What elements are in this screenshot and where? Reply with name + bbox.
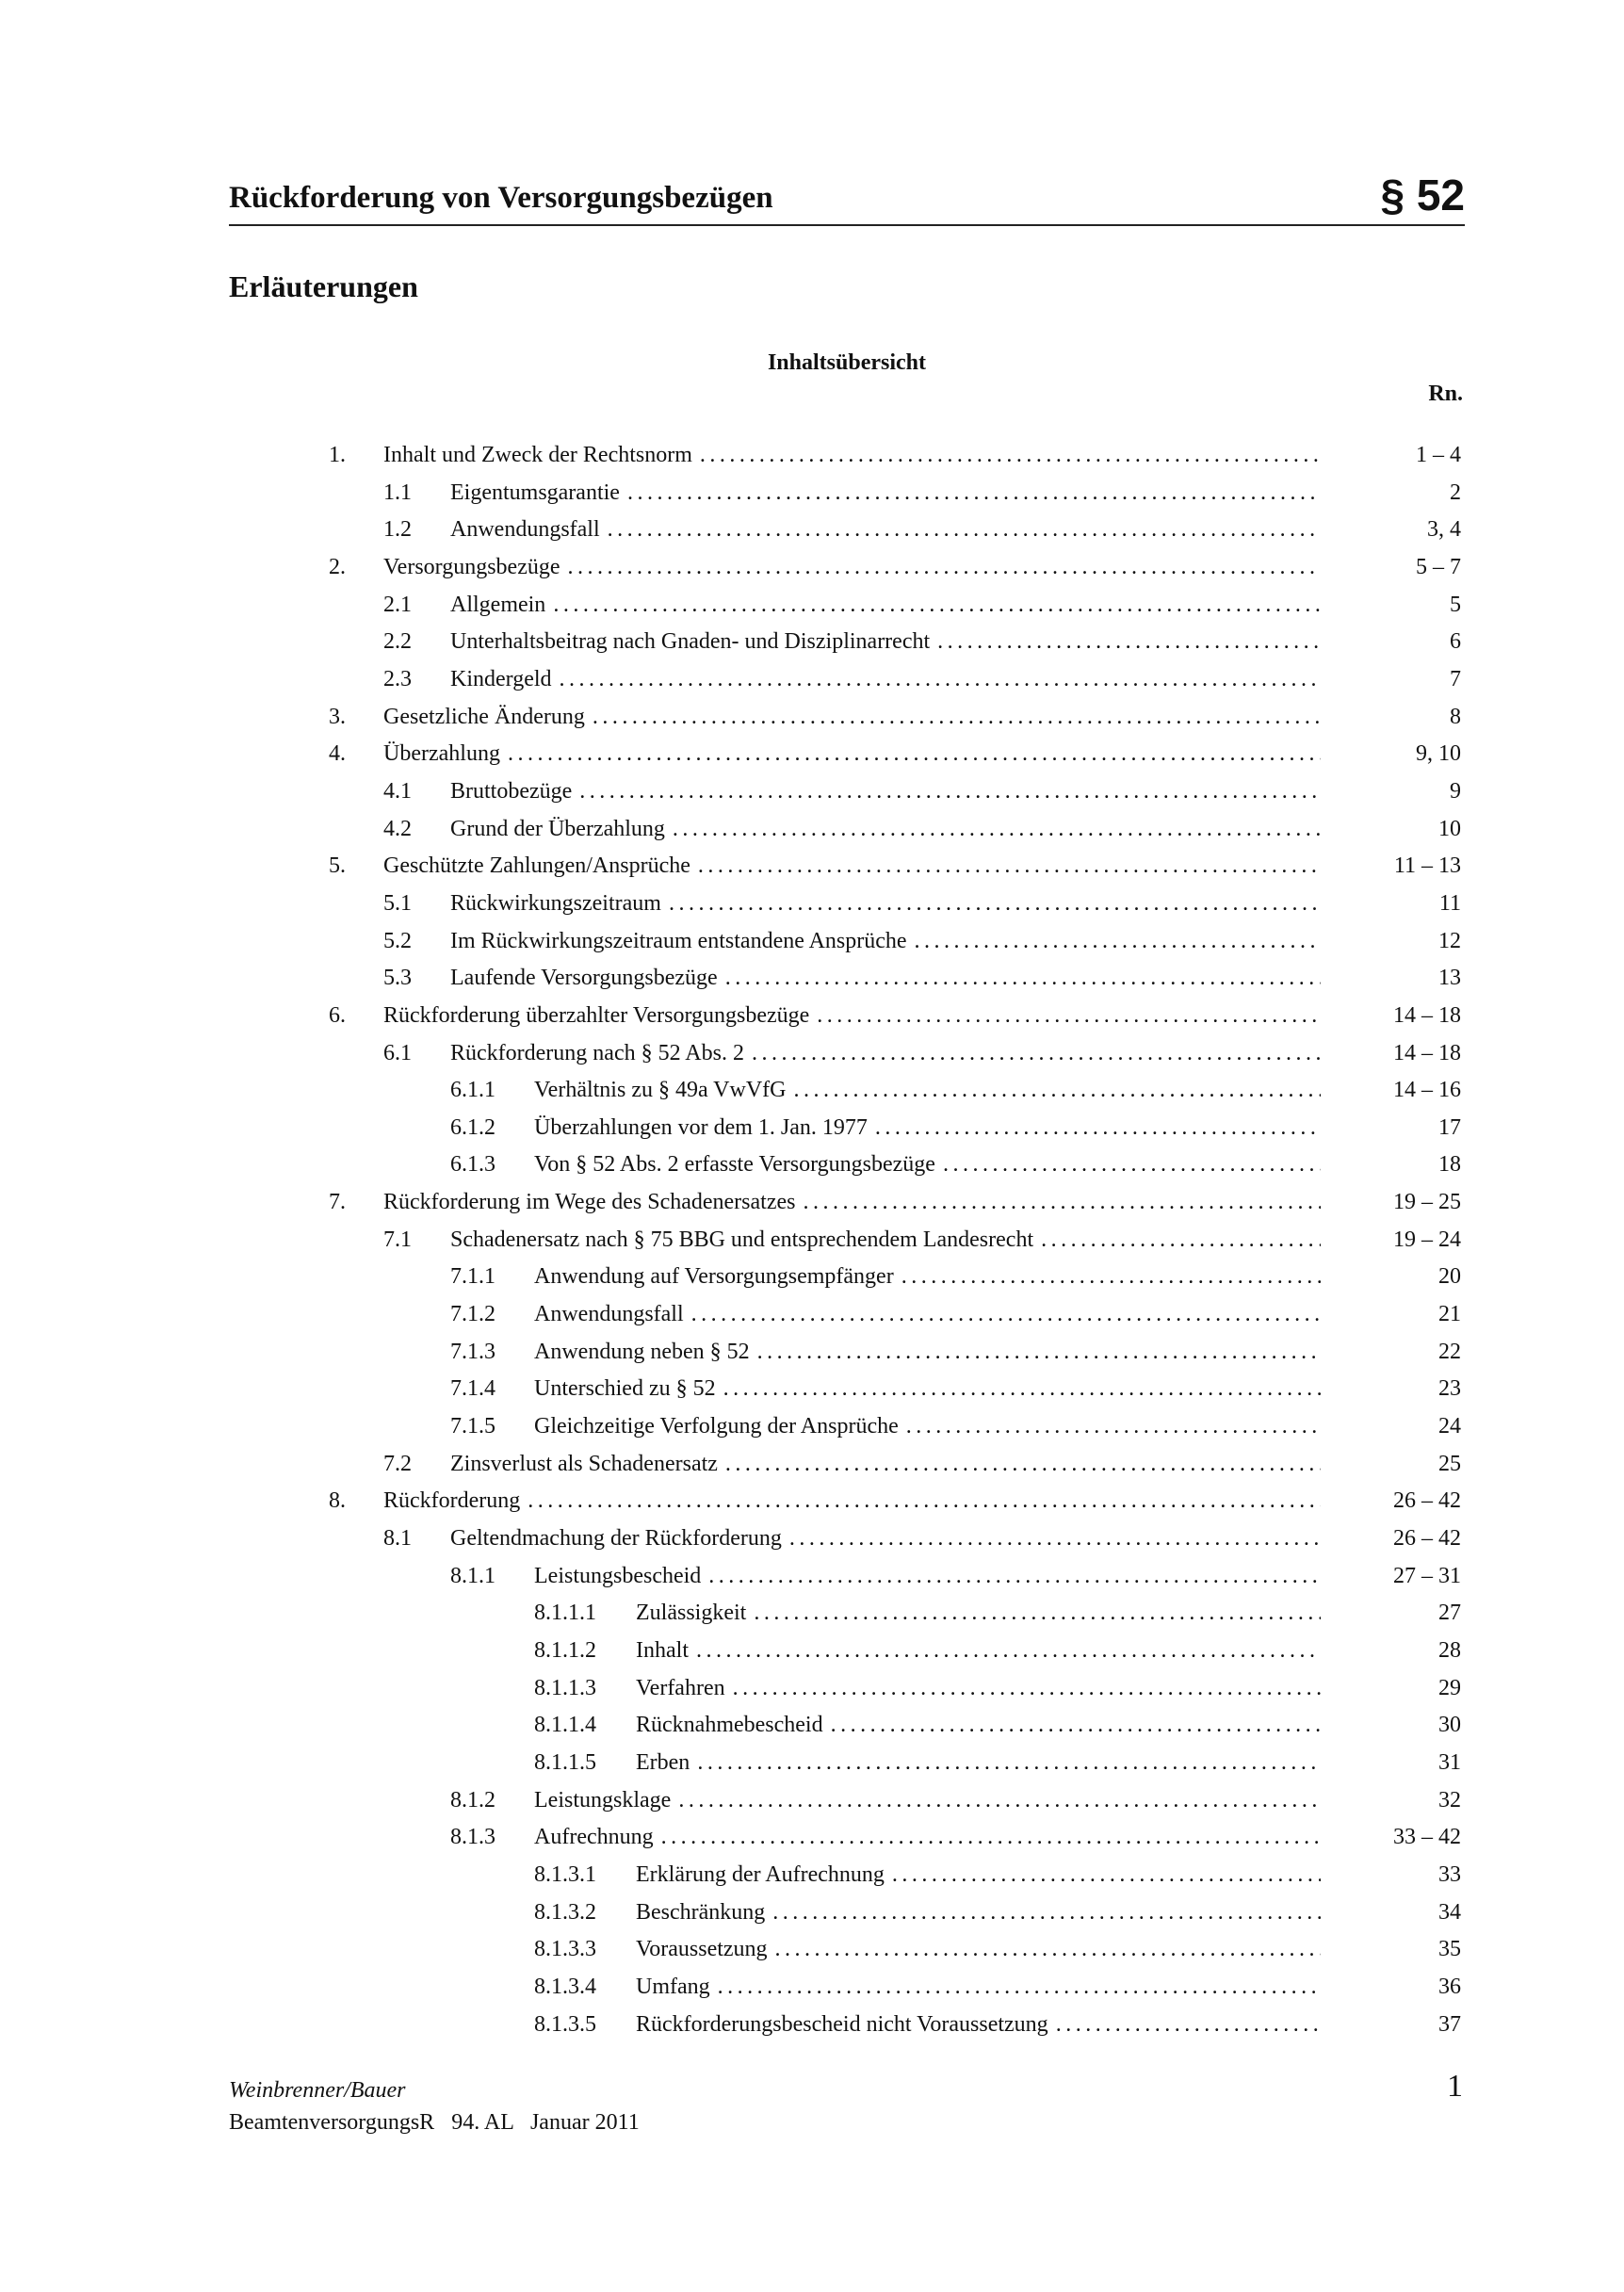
toc-entry-title: Eigentumsgarantie xyxy=(450,480,620,505)
toc-entry-text-wrap xyxy=(534,1558,1321,1596)
toc-entry-title: Rückforderung xyxy=(383,1488,521,1514)
toc-entry-title: Inhalt xyxy=(636,1638,689,1663)
toc-entry xyxy=(0,923,1624,961)
toc-entry-text-wrap xyxy=(450,475,1321,512)
toc-entry-title: Allgemein xyxy=(450,592,546,617)
toc-entry-rn: 37 xyxy=(1438,2011,1461,2037)
toc-entry-number: 5.1 xyxy=(383,890,412,916)
toc-entry-rn: 18 xyxy=(1438,1152,1461,1178)
dot-leader xyxy=(915,923,1321,961)
toc-entry xyxy=(0,1819,1624,1857)
dot-leader xyxy=(508,736,1321,773)
toc-entry xyxy=(0,1408,1624,1446)
toc-entry-title: Rückwirkungszeitraum xyxy=(450,890,661,916)
toc-entry-text-wrap xyxy=(450,512,1321,549)
toc-entry xyxy=(0,437,1624,475)
dot-leader xyxy=(691,1296,1321,1334)
toc-entry xyxy=(0,1334,1624,1372)
footer-publication: BeamtenversorgungsR 94. AL Januar 2011 xyxy=(229,2110,640,2135)
toc-entry-rn: 8 xyxy=(1450,704,1461,729)
dot-leader xyxy=(528,1483,1321,1520)
dot-leader xyxy=(733,1670,1321,1708)
dot-leader xyxy=(627,475,1321,512)
toc-entry-text-wrap xyxy=(383,549,1321,587)
toc-entry xyxy=(0,1259,1624,1296)
toc-entry-title: Verfahren xyxy=(636,1675,725,1700)
toc-entry-text-wrap xyxy=(450,773,1321,811)
toc-entry-number: 7.1.1 xyxy=(450,1264,495,1290)
toc-entry-rn: 19 – 25 xyxy=(1393,1190,1461,1215)
toc-entry-text-wrap xyxy=(450,811,1321,849)
toc-entry-text-wrap xyxy=(450,960,1321,998)
toc-entry-text-wrap xyxy=(534,1782,1321,1820)
toc-entry xyxy=(0,1633,1624,1670)
dot-leader xyxy=(772,1894,1321,1932)
toc-entry-rn: 14 – 18 xyxy=(1393,1002,1461,1028)
toc-entry-rn: 24 xyxy=(1438,1414,1461,1439)
toc-entry xyxy=(0,998,1624,1035)
toc-entry-text-wrap xyxy=(383,736,1321,773)
toc-entry-text-wrap xyxy=(534,1296,1321,1334)
toc-entry xyxy=(0,549,1624,587)
toc-entry xyxy=(0,1446,1624,1484)
toc-entry-rn: 9 xyxy=(1450,778,1461,804)
toc-entry xyxy=(0,661,1624,699)
table-of-contents xyxy=(0,437,1624,2043)
toc-entry-rn: 29 xyxy=(1438,1675,1461,1700)
header-rule xyxy=(229,224,1465,226)
toc-entry xyxy=(0,736,1624,773)
toc-entry-number: 3. xyxy=(329,704,346,729)
dot-leader xyxy=(696,1633,1321,1670)
toc-entry-rn: 13 xyxy=(1438,966,1461,991)
toc-entry-number: 8.1 xyxy=(383,1526,412,1552)
dot-leader xyxy=(593,699,1321,737)
page-number: 1 xyxy=(1447,2069,1463,2104)
toc-entry xyxy=(0,1222,1624,1260)
toc-entry xyxy=(0,624,1624,661)
dot-leader xyxy=(831,1707,1321,1745)
toc-entry-text-wrap xyxy=(636,1857,1321,1894)
dot-leader xyxy=(718,1969,1321,2007)
toc-entry-number: 2.2 xyxy=(383,629,412,655)
toc-entry-title: Überzahlungen vor dem 1. Jan. 1977 xyxy=(534,1114,868,1140)
toc-entry-rn: 11 – 13 xyxy=(1393,853,1461,879)
toc-entry xyxy=(0,1670,1624,1708)
toc-entry-number: 8.1.2 xyxy=(450,1787,495,1812)
toc-entry-rn: 6 xyxy=(1450,629,1461,655)
dot-leader xyxy=(1041,1222,1321,1260)
toc-entry-number: 2.3 xyxy=(383,666,412,691)
toc-entry-number: 8.1.3.4 xyxy=(534,1974,596,1999)
toc-entry-title: Aufrechnung xyxy=(534,1825,654,1850)
toc-entry-rn: 5 – 7 xyxy=(1416,554,1461,579)
toc-entry xyxy=(0,1371,1624,1408)
toc-entry xyxy=(0,1745,1624,1782)
toc-entry-title: Anwendung auf Versorgungsempfänger xyxy=(534,1264,894,1290)
toc-entry xyxy=(0,960,1624,998)
dot-leader xyxy=(553,587,1321,625)
toc-entry-title: Unterhaltsbeitrag nach Gnaden- und Disziplinarrecht xyxy=(450,629,931,655)
dot-leader xyxy=(794,1072,1321,1110)
toc-entry-title: Von § 52 Abs. 2 erfasste Versorgungsbezüge xyxy=(534,1152,935,1178)
toc-entry xyxy=(0,811,1624,849)
toc-entry xyxy=(0,1483,1624,1520)
toc-entry-number: 8.1.1.3 xyxy=(534,1675,596,1700)
toc-entry-rn: 28 xyxy=(1438,1638,1461,1663)
toc-entry-number: 6.1.3 xyxy=(450,1152,495,1178)
toc-entry-title: Rücknahmebescheid xyxy=(636,1713,823,1738)
dot-leader xyxy=(892,1857,1321,1894)
toc-entry-text-wrap xyxy=(534,1408,1321,1446)
dot-leader xyxy=(673,811,1321,849)
toc-entry-number: 2.1 xyxy=(383,592,412,617)
toc-entry-rn: 17 xyxy=(1438,1114,1461,1140)
dot-leader xyxy=(723,1371,1321,1408)
toc-entry-rn: 19 – 24 xyxy=(1393,1227,1461,1252)
toc-entry-title: Voraussetzung xyxy=(636,1937,768,1962)
toc-entry-number: 8.1.3 xyxy=(450,1825,495,1850)
toc-entry-number: 7.1.3 xyxy=(450,1339,495,1364)
toc-title: Inhaltsübersicht xyxy=(767,350,927,375)
toc-entry-text-wrap xyxy=(450,624,1321,661)
toc-entry-rn: 25 xyxy=(1438,1451,1461,1476)
toc-entry-title: Zinsverlust als Schadenersatz xyxy=(450,1451,718,1476)
toc-entry-rn: 26 – 42 xyxy=(1393,1488,1461,1514)
toc-entry xyxy=(0,886,1624,923)
toc-entry-rn: 1 – 4 xyxy=(1416,443,1461,467)
toc-entry-text-wrap xyxy=(636,1633,1321,1670)
toc-entry-number: 7. xyxy=(329,1190,346,1215)
toc-entry xyxy=(0,475,1624,512)
toc-entry-title: Überzahlung xyxy=(383,741,500,767)
dot-leader xyxy=(937,624,1321,661)
toc-entry-number: 7.1 xyxy=(383,1227,412,1252)
toc-entry-text-wrap xyxy=(636,2007,1321,2044)
toc-entry-title: Geltendmachung der Rückforderung xyxy=(450,1526,782,1552)
toc-entry-title: Gleichzeitige Verfolgung der Ansprüche xyxy=(534,1414,899,1439)
toc-entry-number: 8.1.3.3 xyxy=(534,1937,596,1962)
dot-leader xyxy=(568,549,1321,587)
dot-leader xyxy=(579,773,1321,811)
toc-entry-rn: 11 xyxy=(1438,890,1461,916)
dot-leader xyxy=(708,1558,1321,1596)
toc-entry-title: Anwendungsfall xyxy=(534,1302,684,1327)
toc-entry-rn: 14 – 16 xyxy=(1393,1078,1461,1103)
toc-entry-rn: 10 xyxy=(1438,816,1461,841)
toc-entry-title: Schadenersatz nach § 75 BBG und entsprechendem Landesrecht xyxy=(450,1227,1034,1252)
toc-entry-title: Zulässigkeit xyxy=(636,1601,747,1626)
toc-entry-title: Kindergeld xyxy=(450,666,552,691)
toc-entry-text-wrap xyxy=(450,587,1321,625)
toc-entry-title: Anwendungsfall xyxy=(450,517,600,543)
toc-entry xyxy=(0,1595,1624,1633)
toc-entry-title: Beschränkung xyxy=(636,1899,766,1925)
dot-leader xyxy=(669,886,1321,923)
toc-entry-number: 6. xyxy=(329,1002,346,1028)
toc-entry-number: 1. xyxy=(329,443,346,467)
toc-entry-rn: 26 – 42 xyxy=(1393,1526,1461,1552)
toc-entry-rn: 2 xyxy=(1450,480,1461,505)
toc-entry-number: 2. xyxy=(329,554,346,579)
dot-leader xyxy=(901,1259,1321,1296)
toc-entry-text-wrap xyxy=(450,1520,1321,1558)
toc-entry-number: 8.1.3.2 xyxy=(534,1899,596,1925)
toc-entry-number: 8.1.1.5 xyxy=(534,1749,596,1775)
dot-leader xyxy=(789,1520,1321,1558)
toc-entry-text-wrap xyxy=(534,1334,1321,1372)
footer-authors: Weinbrenner/Bauer xyxy=(229,2078,406,2103)
toc-entry-rn: 27 xyxy=(1438,1601,1461,1626)
dot-leader xyxy=(775,1931,1321,1969)
toc-entry xyxy=(0,587,1624,625)
toc-entry xyxy=(0,1931,1624,1969)
toc-entry xyxy=(0,1072,1624,1110)
toc-entry-number: 5. xyxy=(329,853,346,879)
toc-entry-text-wrap xyxy=(383,699,1321,737)
dot-leader xyxy=(906,1408,1321,1446)
toc-entry-text-wrap xyxy=(636,1969,1321,2007)
dot-leader xyxy=(697,1745,1321,1782)
toc-entry-number: 8.1.1.1 xyxy=(534,1601,596,1626)
toc-entry-title: Inhalt und Zweck der Rechtsnorm xyxy=(383,443,692,467)
toc-entry xyxy=(0,848,1624,886)
toc-entry-rn: 31 xyxy=(1438,1749,1461,1775)
section-title: Erläuterungen xyxy=(229,269,418,303)
dot-leader xyxy=(875,1110,1321,1147)
toc-entry-title: Gesetzliche Änderung xyxy=(383,704,585,729)
toc-entry-text-wrap xyxy=(383,998,1321,1035)
dot-leader xyxy=(725,1446,1321,1484)
toc-entry-rn: 20 xyxy=(1438,1264,1461,1290)
toc-entry xyxy=(0,699,1624,737)
toc-entry xyxy=(0,1969,1624,2007)
toc-entry-rn: 34 xyxy=(1438,1899,1461,1925)
toc-entry-text-wrap xyxy=(450,1035,1321,1073)
toc-entry-text-wrap xyxy=(636,1931,1321,1969)
toc-entry-text-wrap xyxy=(636,1707,1321,1745)
toc-entry-rn: 7 xyxy=(1450,666,1461,691)
toc-entry-number: 8.1.1.4 xyxy=(534,1713,596,1738)
toc-entry xyxy=(0,773,1624,811)
dot-leader xyxy=(725,960,1321,998)
toc-entry-text-wrap xyxy=(383,437,1321,475)
toc-entry-text-wrap xyxy=(450,661,1321,699)
toc-entry xyxy=(0,1110,1624,1147)
toc-entry-text-wrap xyxy=(383,1483,1321,1520)
toc-entry-rn: 27 – 31 xyxy=(1393,1563,1461,1588)
toc-entry-title: Laufende Versorgungsbezüge xyxy=(450,966,718,991)
toc-entry-rn: 5 xyxy=(1450,592,1461,617)
toc-entry-number: 6.1.1 xyxy=(450,1078,495,1103)
toc-entry-text-wrap xyxy=(534,1146,1321,1184)
dot-leader xyxy=(700,437,1321,475)
toc-entry-title: Rückforderung nach § 52 Abs. 2 xyxy=(450,1040,744,1065)
toc-entry-title: Geschützte Zahlungen/Ansprüche xyxy=(383,853,690,879)
toc-entry-text-wrap xyxy=(534,1259,1321,1296)
toc-entry-title: Rückforderung im Wege des Schadenersatzes xyxy=(383,1190,796,1215)
toc-entry-number: 7.2 xyxy=(383,1451,412,1476)
toc-entry xyxy=(0,1146,1624,1184)
toc-entry-number: 6.1 xyxy=(383,1040,412,1065)
toc-entry-text-wrap xyxy=(636,1745,1321,1782)
dot-leader xyxy=(560,661,1321,699)
toc-entry-title: Erklärung der Aufrechnung xyxy=(636,1861,885,1887)
toc-entry xyxy=(0,512,1624,549)
toc-entry-number: 6.1.2 xyxy=(450,1114,495,1140)
toc-entry-title: Unterschied zu § 52 xyxy=(534,1376,716,1402)
toc-entry-number: 7.1.2 xyxy=(450,1302,495,1327)
toc-entry xyxy=(0,1296,1624,1334)
toc-entry-rn: 21 xyxy=(1438,1302,1461,1327)
toc-entry-text-wrap xyxy=(450,923,1321,961)
toc-entry-number: 8.1.1.2 xyxy=(534,1638,596,1663)
toc-entry-rn: 22 xyxy=(1438,1339,1461,1364)
toc-entry xyxy=(0,1184,1624,1222)
toc-entry-text-wrap xyxy=(450,1222,1321,1260)
toc-entry xyxy=(0,2007,1624,2044)
dot-leader xyxy=(803,1184,1321,1222)
toc-entry-title: Grund der Überzahlung xyxy=(450,816,665,841)
toc-entry xyxy=(0,1782,1624,1820)
toc-entry-title: Leistungsklage xyxy=(534,1787,672,1812)
toc-entry-text-wrap xyxy=(450,886,1321,923)
dot-leader xyxy=(698,848,1321,886)
dot-leader xyxy=(661,1819,1321,1857)
toc-entry-title: Bruttobezüge xyxy=(450,778,573,804)
toc-entry-rn: 35 xyxy=(1438,1937,1461,1962)
toc-entry-number: 4.2 xyxy=(383,816,412,841)
dot-leader xyxy=(678,1782,1321,1820)
toc-entry-rn: 3, 4 xyxy=(1427,517,1461,543)
toc-entry-text-wrap xyxy=(383,1184,1321,1222)
dot-leader xyxy=(757,1334,1321,1372)
toc-entry xyxy=(0,1035,1624,1073)
toc-entry-text-wrap xyxy=(534,1110,1321,1147)
toc-entry xyxy=(0,1558,1624,1596)
dot-leader xyxy=(1056,2007,1321,2044)
toc-entry xyxy=(0,1857,1624,1894)
toc-entry-number: 8.1.1 xyxy=(450,1563,495,1588)
toc-entry-number: 7.1.4 xyxy=(450,1376,495,1402)
dot-leader xyxy=(817,998,1321,1035)
toc-entry-rn: 23 xyxy=(1438,1376,1461,1402)
toc-entry-title: Rückforderung überzahlter Versorgungsbezüge xyxy=(383,1002,810,1028)
toc-entry-number: 8.1.3.5 xyxy=(534,2011,596,2037)
toc-entry-title: Versorgungsbezüge xyxy=(383,554,560,579)
toc-entry-title: Leistungsbescheid xyxy=(534,1563,702,1588)
dot-leader xyxy=(943,1146,1321,1184)
toc-entry-number: 4.1 xyxy=(383,778,412,804)
rn-column-label: Rn. xyxy=(1428,382,1463,406)
dot-leader xyxy=(754,1595,1321,1633)
toc-entry-rn: 14 – 18 xyxy=(1393,1040,1461,1065)
toc-entry-title: Umfang xyxy=(636,1974,710,1999)
dot-leader xyxy=(608,512,1321,549)
toc-entry-title: Verhältnis zu § 49a VwVfG xyxy=(534,1078,787,1103)
toc-entry-rn: 36 xyxy=(1438,1974,1461,1999)
toc-entry-text-wrap xyxy=(636,1894,1321,1932)
toc-entry-text-wrap xyxy=(534,1819,1321,1857)
toc-entry-number: 7.1.5 xyxy=(450,1414,495,1439)
toc-entry-title: Im Rückwirkungszeitraum entstandene Ansprüche xyxy=(450,928,907,953)
toc-entry-number: 1.1 xyxy=(383,480,412,505)
toc-entry-rn: 9, 10 xyxy=(1416,741,1461,767)
toc-entry xyxy=(0,1707,1624,1745)
toc-entry-title: Erben xyxy=(636,1749,690,1775)
toc-entry-number: 8.1.3.1 xyxy=(534,1861,596,1887)
toc-entry-rn: 12 xyxy=(1438,928,1461,953)
toc-entry-text-wrap xyxy=(383,848,1321,886)
paragraph-number: § 52 xyxy=(1380,171,1465,219)
toc-entry-title: Anwendung neben § 52 xyxy=(534,1339,750,1364)
toc-entry-number: 1.2 xyxy=(383,517,412,543)
toc-entry-rn: 33 – 42 xyxy=(1393,1825,1461,1850)
toc-entry-rn: 30 xyxy=(1438,1713,1461,1738)
toc-entry-number: 5.3 xyxy=(383,966,412,991)
toc-entry-title: Rückforderungsbescheid nicht Voraussetzung xyxy=(636,2011,1048,2037)
toc-entry-text-wrap xyxy=(534,1371,1321,1408)
toc-entry-text-wrap xyxy=(636,1670,1321,1708)
toc-entry-text-wrap xyxy=(450,1446,1321,1484)
toc-entry-number: 5.2 xyxy=(383,928,412,953)
toc-entry-rn: 32 xyxy=(1438,1787,1461,1812)
toc-entry xyxy=(0,1520,1624,1558)
toc-entry-text-wrap xyxy=(636,1595,1321,1633)
toc-entry xyxy=(0,1894,1624,1932)
toc-entry-text-wrap xyxy=(534,1072,1321,1110)
toc-entry-rn: 33 xyxy=(1438,1861,1461,1887)
running-header-title: Rückforderung von Versorgungsbezügen xyxy=(229,181,773,215)
dot-leader xyxy=(752,1035,1321,1073)
toc-entry-number: 4. xyxy=(329,741,346,767)
toc-entry-number: 8. xyxy=(329,1488,346,1514)
